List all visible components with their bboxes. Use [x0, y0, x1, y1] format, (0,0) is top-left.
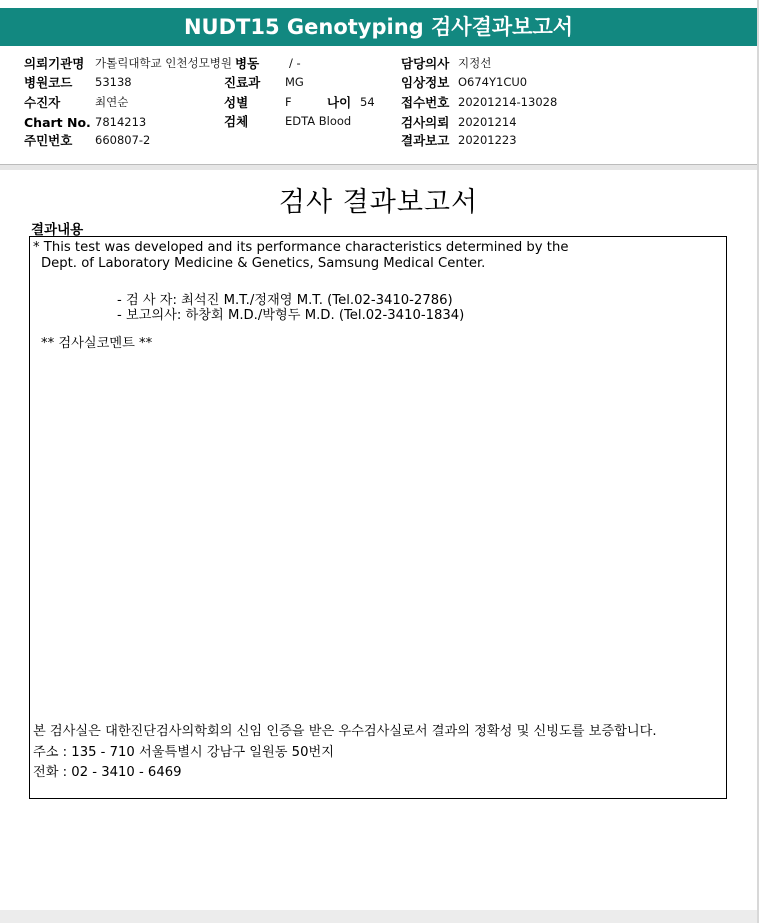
resident-number-label: 주민번호 — [24, 133, 73, 148]
report-title-bar — [0, 8, 757, 46]
bottom-scroll-strip — [0, 910, 759, 923]
resident-number-value: 660807-2 — [95, 133, 151, 147]
sex-value: F — [285, 95, 292, 109]
referring-institution-label: 의뢰기관명 — [24, 56, 85, 71]
clinical-info-label: 임상정보 — [401, 75, 450, 90]
accession-number-label: 접수번호 — [401, 95, 450, 110]
disclaimer-line-2: Dept. of Laboratory Medicine & Genetics, Samsung Medical Center. — [41, 256, 486, 271]
patient-name-value: 최연순 — [95, 95, 129, 109]
accession-number-value: 20201214-13028 — [458, 95, 558, 109]
report-title: NUDT15 Genotyping 검사결과보고서 — [183, 15, 574, 39]
department-label: 진료과 — [224, 75, 261, 90]
report-date-label: 결과보고 — [401, 133, 450, 148]
lab-comment-header: ** 검사실코멘트 ** — [41, 336, 153, 351]
department-value: MG — [285, 75, 304, 89]
lab-address: 주소 : 135 - 710 서울특별시 강남구 일원동 50번지 — [33, 745, 334, 760]
reporting-physician-line: - 보고의사: 하창회 M.D./박형두 M.D. (Tel.02-3410-1834) — [117, 308, 465, 323]
patient-info-panel — [0, 52, 757, 164]
referring-institution-value: 가톨릭대학교 인천성모병원 — [95, 56, 232, 70]
tester-line: - 검 사 자: 최석진 M.T./정재영 M.T. (Tel.02-3410-2786) — [117, 293, 453, 308]
results-section-label: 결과내용 — [31, 222, 84, 238]
chart-no-label: Chart No. — [24, 115, 91, 130]
request-date-value: 20201214 — [458, 115, 517, 129]
ward-value: / - — [289, 56, 301, 70]
page-title: 검사 결과보고서 — [278, 187, 479, 218]
results-box — [29, 236, 727, 799]
clinical-info-value: O674Y1CU0 — [458, 75, 528, 89]
specimen-label: 검체 — [224, 114, 249, 129]
top-margin — [0, 0, 759, 8]
age-value: 54 — [360, 95, 375, 109]
ward-label: 병동 — [235, 56, 260, 71]
request-date-label: 검사의뢰 — [401, 115, 450, 130]
hospital-code-label: 병원코드 — [24, 75, 73, 90]
lab-phone: 전화 : 02 - 3410 - 6469 — [33, 765, 182, 780]
header-divider-shadow — [0, 165, 759, 170]
report-date-value: 20201223 — [458, 133, 517, 147]
disclaimer-line-1: * This test was developed and its performance characteristics determined by the — [33, 240, 569, 255]
age-label: 나이 — [327, 95, 352, 110]
chart-no-value: 7814213 — [95, 115, 147, 129]
certification-statement: 본 검사실은 대한진단검사의학회의 신임 인증을 받은 우수검사실로서 결과의 정확성 및 신빙도를 보증합니다. — [33, 724, 657, 739]
specimen-value: EDTA Blood — [285, 114, 352, 128]
sex-label: 성별 — [224, 95, 249, 110]
hospital-code-value: 53138 — [95, 75, 132, 89]
physician-label: 담당의사 — [401, 56, 450, 71]
physician-value: 지정선 — [458, 56, 492, 70]
patient-name-label: 수진자 — [24, 95, 61, 110]
